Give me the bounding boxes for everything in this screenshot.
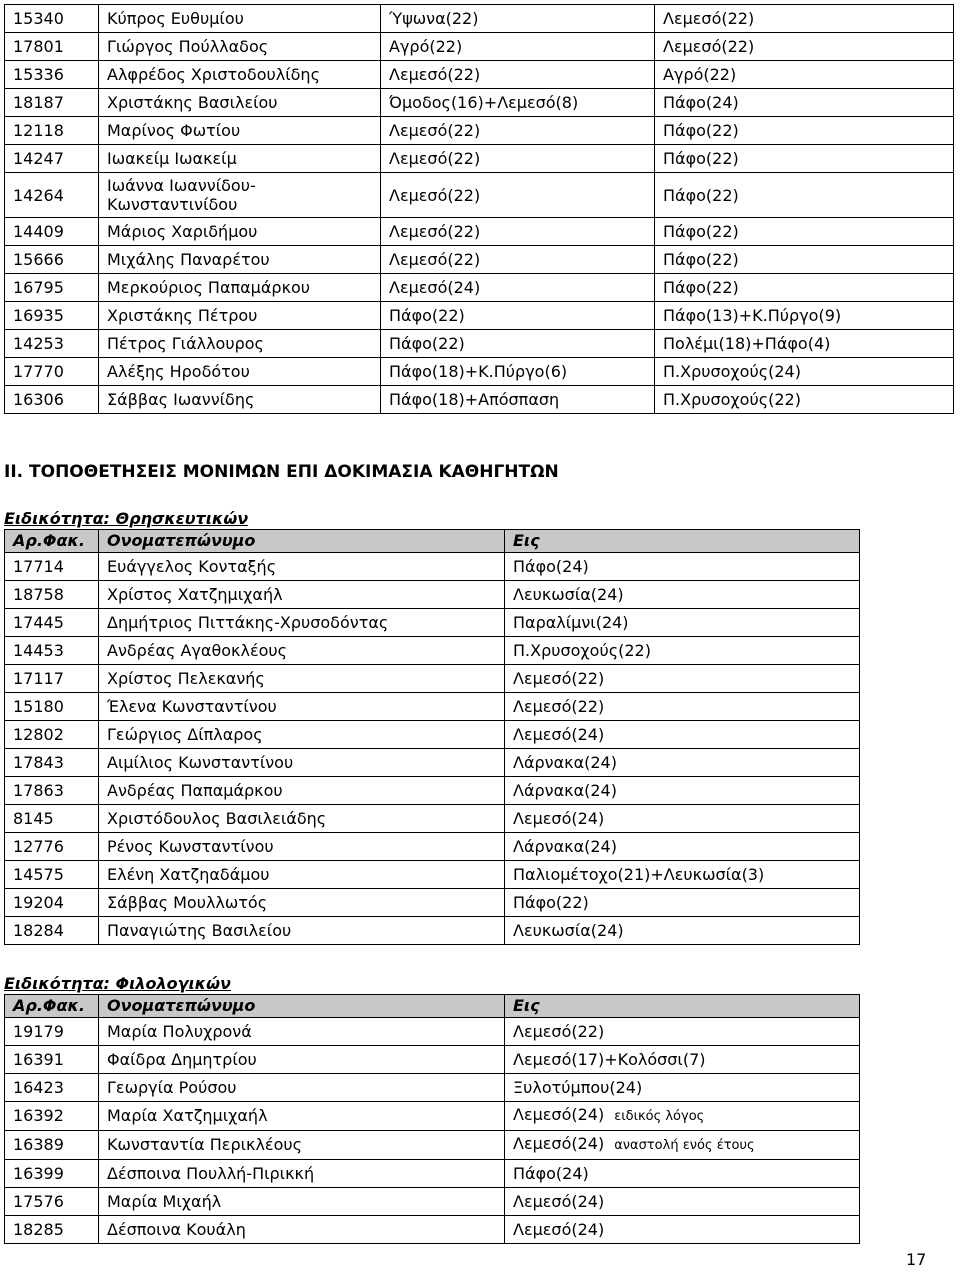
religion-table-body — [5, 553, 860, 945]
table-row — [5, 889, 860, 917]
to-cell — [505, 1046, 860, 1074]
from-cell: Λεμεσό(22) — [381, 246, 655, 274]
header-id: Αρ.Φακ. — [5, 530, 99, 553]
to-cell: Πάφο(24) — [505, 553, 860, 581]
file-number-cell: 14453 — [5, 637, 99, 665]
file-number-cell: 14247 — [5, 145, 99, 173]
file-number-cell: 16391 — [5, 1046, 99, 1074]
name-cell: Αλφρέδος Χριστοδουλίδης — [99, 61, 381, 89]
to-value: Λεμεσό(24) — [513, 1105, 605, 1124]
to-cell: Πάφο(22) — [505, 889, 860, 917]
to-cell: Πάφο(22) — [655, 145, 954, 173]
file-number-cell: 16935 — [5, 302, 99, 330]
table-header-row — [5, 530, 860, 553]
to-cell: Πάφο(13)+Κ.Πύργο(9) — [655, 302, 954, 330]
section-title: ΙΙ. ΤΟΠΟΘΕΤΗΣΕΙΣ ΜΟΝΙΜΩΝ ΕΠΙ ΔΟΚΙΜΑΣΙΑ ΚΑΘΗΓΗΤΩΝ — [4, 462, 559, 482]
to-value: Λεμεσό(22) — [513, 1021, 605, 1041]
name-cell: Ιωάννα Ιωαννίδου-Κωνσταντινίδου — [99, 173, 381, 218]
file-number-cell: 14575 — [5, 861, 99, 889]
file-number-cell: 12776 — [5, 833, 99, 861]
table-row — [5, 1046, 860, 1074]
table-row — [5, 721, 860, 749]
to-cell — [505, 1188, 860, 1216]
philology-specialty: Ειδικότητα: Φιλολογικών — [4, 974, 231, 993]
to-value: Λεμεσό(24) — [513, 1134, 605, 1153]
name-cell: Κύπρος Ευθυμίου — [99, 5, 381, 33]
name-cell: Ανδρέας Παπαμάρκου — [99, 777, 505, 805]
to-value: Λεμεσό(24) — [513, 1191, 605, 1211]
table-row — [5, 861, 860, 889]
table-row — [5, 749, 860, 777]
name-cell: Αιμίλιος Κωνσταντίνου — [99, 749, 505, 777]
table-row — [5, 274, 954, 302]
name-cell: Δημήτριος Πιττάκης-Χρυσοδόντας — [99, 609, 505, 637]
to-cell: Λευκωσία(24) — [505, 581, 860, 609]
name-cell: Ελένη Χατζηαδάμου — [99, 861, 505, 889]
to-cell: Πολέμι(18)+Πάφο(4) — [655, 330, 954, 358]
table-row — [5, 665, 860, 693]
to-cell: Λάρνακα(24) — [505, 833, 860, 861]
file-number-cell: 8145 — [5, 805, 99, 833]
name-cell: Χριστάκης Βασιλείου — [99, 89, 381, 117]
name-cell: Μαρία Χατζημιχαήλ — [99, 1102, 505, 1131]
to-cell — [505, 1018, 860, 1046]
name-cell: Χριστάκης Πέτρου — [99, 302, 381, 330]
file-number-cell: 14253 — [5, 330, 99, 358]
to-cell: Αγρό(22) — [655, 61, 954, 89]
file-number-cell: 12118 — [5, 117, 99, 145]
from-cell: Λεμεσό(22) — [381, 145, 655, 173]
table-row — [5, 5, 954, 33]
name-cell: Παναγιώτης Βασιλείου — [99, 917, 505, 945]
name-cell: Μερκούριος Παπαμάρκου — [99, 274, 381, 302]
file-number-cell: 14264 — [5, 173, 99, 218]
table-row — [5, 89, 954, 117]
placements-table-body — [5, 5, 954, 414]
to-cell: Λεμεσό(24) — [505, 721, 860, 749]
name-cell: Γεωργία Ρούσου — [99, 1074, 505, 1102]
to-cell — [505, 1102, 860, 1131]
table-row — [5, 330, 954, 358]
from-cell: Λεμεσό(22) — [381, 218, 655, 246]
to-cell — [505, 1131, 860, 1160]
to-value: Πάφο(24) — [513, 1163, 589, 1183]
name-cell: Σάββας Ιωαννίδης — [99, 386, 381, 414]
note-text: αναστολή ενός έτους — [614, 1138, 755, 1153]
note-text: ειδικός λόγος — [614, 1109, 705, 1124]
table-row — [5, 581, 860, 609]
header-id: Αρ.Φακ. — [5, 995, 99, 1018]
to-cell: Π.Χρυσοχούς(22) — [655, 386, 954, 414]
to-cell: Π.Χρυσοχούς(22) — [505, 637, 860, 665]
to-cell — [505, 1160, 860, 1188]
philology-table-body — [5, 1018, 860, 1244]
table-row — [5, 1102, 860, 1131]
to-value: Ξυλοτύμπου(24) — [513, 1077, 643, 1097]
file-number-cell: 17117 — [5, 665, 99, 693]
table-row — [5, 553, 860, 581]
to-cell: Πάφο(24) — [655, 89, 954, 117]
to-cell: Π.Χρυσοχούς(24) — [655, 358, 954, 386]
name-cell: Γιώργος Πούλλαδος — [99, 33, 381, 61]
file-number-cell: 17770 — [5, 358, 99, 386]
header-to: Εις — [505, 995, 860, 1018]
table-row — [5, 358, 954, 386]
name-cell: Χρίστος Χατζημιχαήλ — [99, 581, 505, 609]
to-cell: Λεμεσό(22) — [655, 5, 954, 33]
name-cell: Ανδρέας Αγαθοκλέους — [99, 637, 505, 665]
table-row — [5, 1131, 860, 1160]
file-number-cell: 17576 — [5, 1188, 99, 1216]
table-row — [5, 302, 954, 330]
religion-table — [4, 529, 860, 945]
from-cell: Πάφο(22) — [381, 330, 655, 358]
file-number-cell: 16389 — [5, 1131, 99, 1160]
file-number-cell: 19204 — [5, 889, 99, 917]
from-cell: Όμοδος(16)+Λεμεσό(8) — [381, 89, 655, 117]
name-cell: Μάριος Χαριδήμου — [99, 218, 381, 246]
table-row — [5, 218, 954, 246]
name-cell: Χριστόδουλος Βασιλειάδης — [99, 805, 505, 833]
to-cell — [505, 1074, 860, 1102]
file-number-cell: 18758 — [5, 581, 99, 609]
file-number-cell: 15336 — [5, 61, 99, 89]
name-cell: Μαρία Μιχαήλ — [99, 1188, 505, 1216]
page-number: 17 — [906, 1250, 927, 1269]
name-cell: Έλενα Κωνσταντίνου — [99, 693, 505, 721]
table-row — [5, 1188, 860, 1216]
file-number-cell: 17863 — [5, 777, 99, 805]
table-row — [5, 246, 954, 274]
table-row — [5, 777, 860, 805]
name-cell: Χρίστος Πελεκανής — [99, 665, 505, 693]
to-cell: Λεμεσό(24) — [505, 805, 860, 833]
file-number-cell: 17714 — [5, 553, 99, 581]
from-cell: Πάφο(22) — [381, 302, 655, 330]
file-number-cell: 16399 — [5, 1160, 99, 1188]
table-row — [5, 33, 954, 61]
table-row — [5, 145, 954, 173]
to-value: Λεμεσό(24) — [513, 1219, 605, 1239]
file-number-cell: 17445 — [5, 609, 99, 637]
to-cell: Παραλίμνι(24) — [505, 609, 860, 637]
file-number-cell: 18284 — [5, 917, 99, 945]
from-cell: Λεμεσό(24) — [381, 274, 655, 302]
table-row — [5, 805, 860, 833]
table-row — [5, 1018, 860, 1046]
table-row — [5, 173, 954, 218]
file-number-cell: 17843 — [5, 749, 99, 777]
name-cell: Κωνσταντία Περικλέους — [99, 1131, 505, 1160]
to-value: Λεμεσό(17)+Κολόσσι(7) — [513, 1049, 706, 1069]
table-row — [5, 637, 860, 665]
table-header-row — [5, 995, 860, 1018]
name-cell: Δέσποινα Κουάλη — [99, 1216, 505, 1244]
table-row — [5, 609, 860, 637]
to-cell: Λεμεσό(22) — [505, 665, 860, 693]
name-cell: Μαρία Πολυχρονά — [99, 1018, 505, 1046]
from-cell: Πάφο(18)+Απόσπαση — [381, 386, 655, 414]
from-cell: Ύψωνα(22) — [381, 5, 655, 33]
file-number-cell: 16795 — [5, 274, 99, 302]
from-cell: Αγρό(22) — [381, 33, 655, 61]
file-number-cell: 16306 — [5, 386, 99, 414]
file-number-cell: 19179 — [5, 1018, 99, 1046]
to-cell: Λεμεσό(22) — [655, 33, 954, 61]
file-number-cell: 17801 — [5, 33, 99, 61]
table-row — [5, 917, 860, 945]
to-cell: Πάφο(22) — [655, 117, 954, 145]
to-cell: Πάφο(22) — [655, 274, 954, 302]
name-cell: Φαίδρα Δημητρίου — [99, 1046, 505, 1074]
name-cell: Σάββας Μουλλωτός — [99, 889, 505, 917]
to-cell: Λευκωσία(24) — [505, 917, 860, 945]
file-number-cell: 18187 — [5, 89, 99, 117]
file-number-cell: 15340 — [5, 5, 99, 33]
file-number-cell: 15180 — [5, 693, 99, 721]
religion-specialty: Ειδικότητα: Θρησκευτικών — [4, 509, 249, 528]
file-number-cell: 12802 — [5, 721, 99, 749]
from-cell: Λεμεσό(22) — [381, 117, 655, 145]
name-cell: Ρένος Κωνσταντίνου — [99, 833, 505, 861]
file-number-cell: 16423 — [5, 1074, 99, 1102]
name-cell: Δέσποινα Πουλλή-Πιρικκή — [99, 1160, 505, 1188]
to-cell: Παλιομέτοχο(21)+Λευκωσία(3) — [505, 861, 860, 889]
from-cell: Λεμεσό(22) — [381, 173, 655, 218]
table-row — [5, 61, 954, 89]
file-number-cell: 16392 — [5, 1102, 99, 1131]
table-row — [5, 1160, 860, 1188]
file-number-cell: 15666 — [5, 246, 99, 274]
to-cell: Λεμεσό(22) — [505, 693, 860, 721]
name-cell: Γεώργιος Δίπλαρος — [99, 721, 505, 749]
name-cell: Ευάγγελος Κονταξής — [99, 553, 505, 581]
name-cell: Πέτρος Γιάλλουρος — [99, 330, 381, 358]
to-cell: Πάφο(22) — [655, 218, 954, 246]
name-cell: Ιωακείμ Ιωακείμ — [99, 145, 381, 173]
to-cell: Λάρνακα(24) — [505, 777, 860, 805]
table-row — [5, 833, 860, 861]
header-to: Εις — [505, 530, 860, 553]
from-cell: Λεμεσό(22) — [381, 61, 655, 89]
philology-table — [4, 994, 860, 1244]
name-cell: Αλέξης Ηροδότου — [99, 358, 381, 386]
to-cell: Πάφο(22) — [655, 173, 954, 218]
file-number-cell: 18285 — [5, 1216, 99, 1244]
header-name: Ονοματεπώνυμο — [99, 530, 505, 553]
table-row — [5, 117, 954, 145]
to-cell: Πάφο(22) — [655, 246, 954, 274]
name-cell: Μιχάλης Παναρέτου — [99, 246, 381, 274]
name-cell: Μαρίνος Φωτίου — [99, 117, 381, 145]
to-cell — [505, 1216, 860, 1244]
table-row — [5, 1216, 860, 1244]
from-cell: Πάφο(18)+Κ.Πύργο(6) — [381, 358, 655, 386]
placements-table — [4, 4, 954, 414]
table-row — [5, 1074, 860, 1102]
to-cell: Λάρνακα(24) — [505, 749, 860, 777]
header-name: Ονοματεπώνυμο — [99, 995, 505, 1018]
table-row — [5, 386, 954, 414]
file-number-cell: 14409 — [5, 218, 99, 246]
table-row — [5, 693, 860, 721]
